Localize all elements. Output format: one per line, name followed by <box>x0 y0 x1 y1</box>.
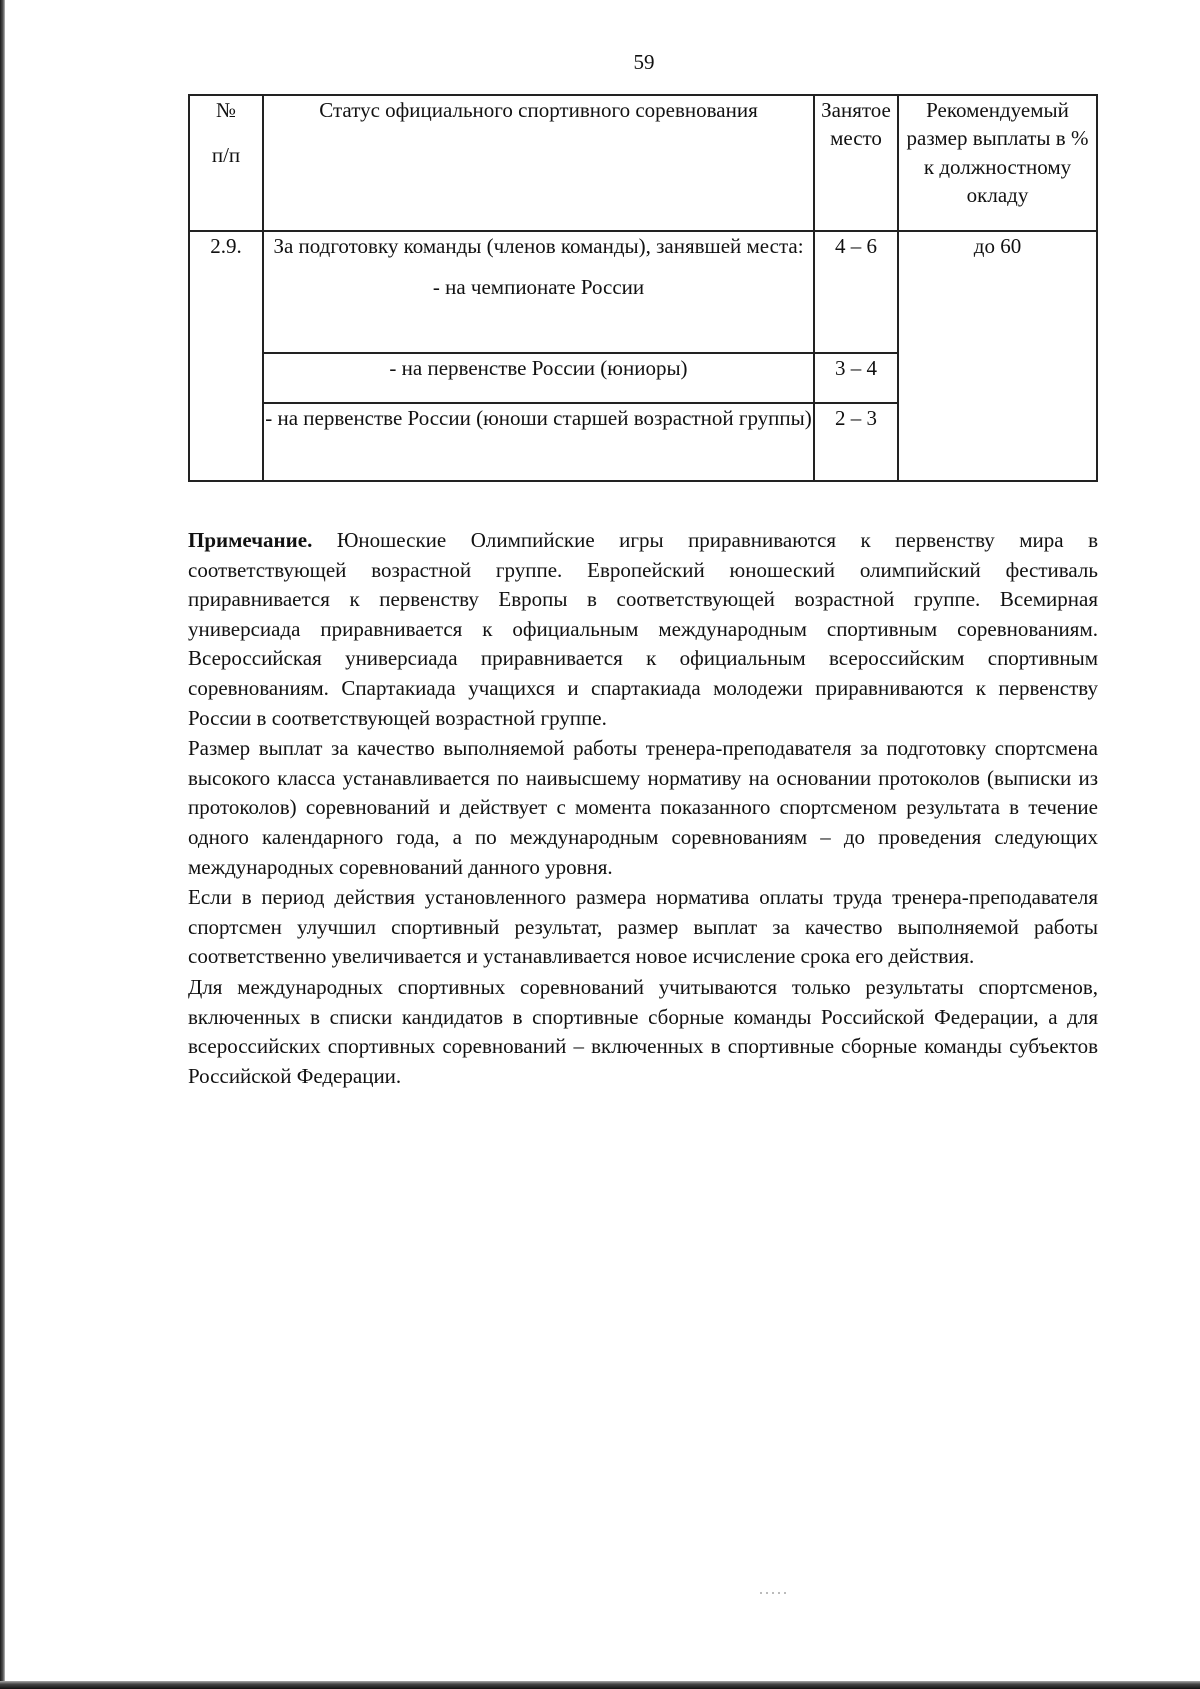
note-label: Примечание. <box>188 528 313 552</box>
note-text: Юношеские Олимпийские игры приравниваются к первенству мира в соответствующей возрастной группе. Европейский юношеский олимпийский фестиваль приравнивается к первенству Европы в соответствующей возрастной группе. Всемирная универсиада приравнивается к официальным международным спортивным соревнованиям. Всероссийская универсиада приравнивается к официальным всероссийским спортивным соревнованиям. Спартакиада учащихся и спартакиада молодежи приравниваются к первенству России в соответствующей возрастной группе. <box>188 528 1098 730</box>
row-status: - на первенстве России (юноши старшей возрастной группы) <box>263 403 814 481</box>
table-row <box>189 231 1097 353</box>
header-place: Занятое место <box>814 95 898 231</box>
scan-artifact <box>760 1592 790 1594</box>
page-number: 59 <box>633 50 655 74</box>
paragraph: Для международных спортивных соревнований учитываются только результаты спортсменов, включенных в списки кандидатов в спортивные сборные команды Российской Федерации, а для всероссийских спортивных соревнований – включенных в спортивные сборные команды субъектов Российской Федерации. <box>188 974 1098 1088</box>
header-number-line1: № <box>215 98 237 122</box>
row-status <box>263 231 814 353</box>
header-payment: Рекомендуемый размер выплаты в % к должностному окладу <box>898 95 1097 231</box>
row-status-text: За подготовку команды (членов команды), занявшей места: <box>273 234 804 258</box>
row-status: - на первенстве России (юниоры) <box>263 353 814 403</box>
row-place: 4 – 6 <box>814 231 898 353</box>
body-text <box>188 526 1098 1092</box>
row-status-sub: - на чемпионате России <box>432 274 645 299</box>
row-payment: до 60 <box>898 231 1097 481</box>
paragraph: Размер выплат за качество выполняемой работы тренера-преподавателя за подготовку спортсмена высокого класса устанавливается по наивысшему нормативу на основании протоколов (выписки из протоколов) соревнований и действует с момента показанного спортсменом результата в течение одного календарного года, а по международным соревнованиям – до проведения следующих международных соревнований данного уровня. <box>188 736 1098 879</box>
row-place: 2 – 3 <box>814 403 898 481</box>
table-header-row <box>189 95 1097 231</box>
scan-border-left <box>0 0 5 1689</box>
header-number <box>189 95 263 231</box>
row-place: 3 – 4 <box>814 353 898 403</box>
header-number-line2: п/п <box>211 142 241 167</box>
award-table <box>188 94 1098 482</box>
header-status: Статус официального спортивного соревнования <box>263 95 814 231</box>
note-paragraph <box>188 526 1098 733</box>
row-number: 2.9. <box>189 231 263 481</box>
paragraph: Если в период действия установленного размера норматива оплаты труда тренера-преподавателя спортсмен улучшил спортивный результат, размер выплат за качество выполняемой работы соответственно увеличивается и устанавливается новое исчисление срока его действия. <box>188 885 1098 969</box>
scan-border-bottom <box>0 1681 1200 1689</box>
